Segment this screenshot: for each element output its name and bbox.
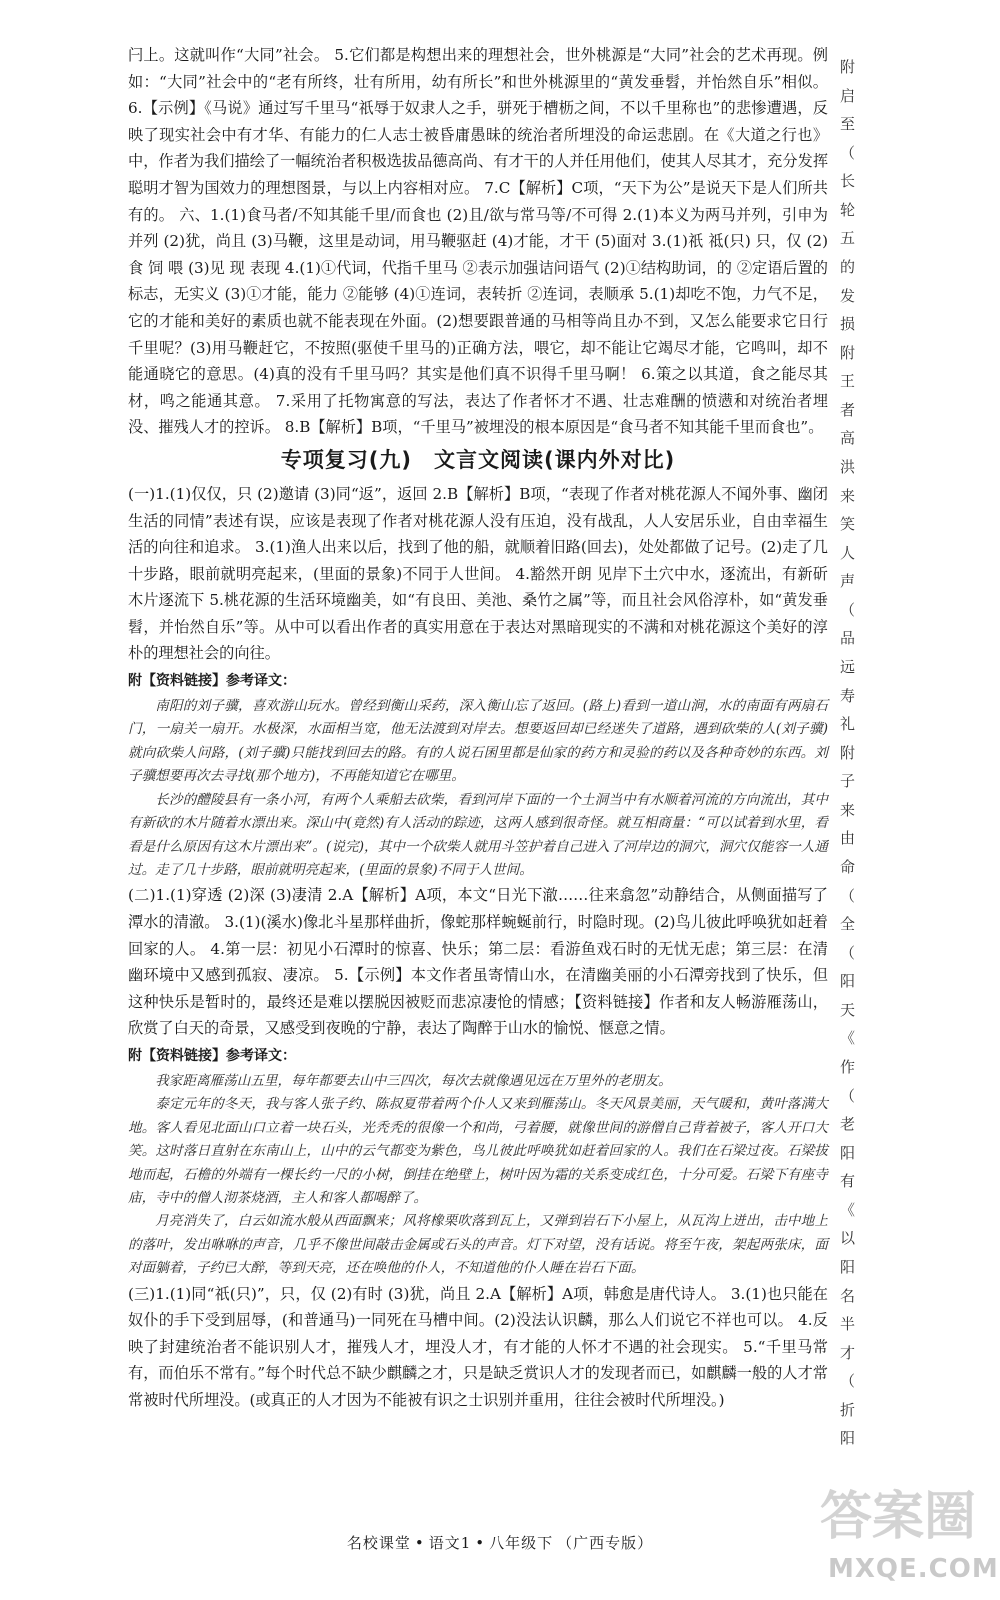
margin-mark: 高 [840, 429, 856, 447]
margin-mark: 老 [840, 1115, 856, 1133]
margin-mark: 者 [840, 401, 856, 419]
margin-mark: 半 [840, 1315, 856, 1333]
margin-mark: 轮 [840, 201, 856, 219]
margin-mark: 阳 [840, 1258, 856, 1276]
translation-paragraph: 我家距离雁荡山五里，每年都要去山中三四次，每次去就像遇见远在万里外的老朋友。 [155, 1072, 672, 1089]
margin-mark: 命 [840, 858, 856, 876]
watermark-cn-text: 答案圈 [820, 1487, 977, 1547]
margin-mark: 《 [840, 1201, 856, 1219]
margin-mark: 品 [840, 629, 856, 647]
footer-brand: 名校课堂 [346, 1534, 411, 1552]
answer-block-top: 闩上。这就叫作“大同”社会。 5.它们都是构想出来的理想社会，世外桃源是“大同”社会的艺术再现。例如：“大同”社会中的“老有所终，壮有所用，幼有所长”和世外桃源里的“黄发垂髫，并怡然自乐”相似。 6.【示例】《马说》通过写千里马“祇辱于奴隶人之手，骈死于槽枥之间，不以千里称也”的悲惨遭遇，反映了现实社会中有才华、有能力的仁人志士被昏庸愚昧的统治者所埋没的命运悲剧。在《大道之行也》中，作者为我们描绘了一幅统治者积极选拔品德高尚、有才干的人并任用他们，使其人尽其才，充分发挥聪明才智为国效力的理想图景，与以上内容相对应。 7.C【解析】C项，“天下为公”是说天下是人们所共有的。 六、1.(1)食马者/不知其能千里/而食也 (2)且/欲与常马等/不可得 2.(1)本义为两马并列，引申为并列 (2)犹，尚且 (3)马鞭，这里是动词，用马鞭驱赶 (4)才能，才干 (5)面对 3.(1)祇 祗(只) 只，仅 (2)食 饲 喂 (3)见 现 表现 4.(1)①代词，代指千里马 ②表示加强诘问语气 (2)①结构助词，的 ②定语后置的标志，无实义 (3)①才能，能力 ②能够 (4)①连词，表转折 ②连词，表顺承 5.(1)却吃不饱，力气不足，它的才能和美好的素质也就不能表现在外面。(2)想要跟普通的马相等尚且办不到，又怎么能要求它日行千里呢？(3)用马鞭赶它，不按照(驱使千里马的)正确方法，喂它，却不能让它竭尽才能，它鸣叫，却不能通晓它的意思。(4)真的没有千里马吗？其实是他们真不识得千里马啊！ 6.策之以其道，食之能尽其材，鸣之能通其意。 7.采用了托物寓意的写法，表达了作者怀才不遇、壮志难酬的愤懑和对统治者埋没、摧残人才的控诉。 8.B【解析】B项，“千里马”被埋没的根本原因是“食马者不知其能千里而食也”。 [128, 46, 828, 437]
margin-mark: 启 [840, 87, 856, 105]
margin-mark: 的 [840, 258, 856, 276]
answer-page [128, 42, 828, 1414]
footer-subject: 语文1 [428, 1534, 472, 1552]
translation-paragraph: 泰定元年的冬天，我与客人张子约、陈叔夏带着两个仆人又来到雁荡山。冬天风景美丽，天气暖和，黄叶落满大地。客人看见北面山口立着一块石头，光秃秃的很像一个和尚，弓着腰，就像世间的游僧自己背着被子，客人开口大笑。这时落日直射在东南山上，山中的云气都变为紫色，鸟儿彼此呼唤犹如赶着回家的人。我们在石梁过夜。石梁拔地而起，石檐的外端有一棵长约一尺的小树，倒挂在绝壁上，树叶因为霜的关系变成红色，十分可爱。石梁下有座寺庙，寺中的僧人沏茶烧酒，主人和客人都喝醉了。 [128, 1096, 828, 1206]
margin-mark: 折 [840, 1401, 856, 1419]
margin-mark: 阳 [840, 972, 856, 990]
margin-mark: （ [840, 887, 856, 905]
margin-mark: 阳 [840, 1144, 856, 1162]
margin-mark: 附 [840, 744, 856, 762]
resource-link-heading: 附【资料链接】参考译文： [128, 1047, 296, 1064]
section-title: 专项复习(九) 文言文阅读(课内外对比) [280, 447, 676, 472]
watermark-logo [800, 1468, 999, 1593]
margin-mark: 天 [840, 1001, 856, 1019]
translation-paragraph: 月亮消失了，白云如流水般从西面飘来；风将橡栗吹落到瓦上，又弹到岩石下小屋上，从瓦沟上迸出，击中地上的落叶，发出咻咻的声音，几乎不像世间敲击金属或石头的声音。灯下对望，没有话说。将至午夜，架起两张床，面对面躺着，子约已大醉，等到天亮，还在唤他的仆人，不知道他的仆人睡在岩石下面。 [128, 1213, 828, 1277]
margin-mark: 礼 [840, 715, 856, 733]
margin-mark: 至 [840, 115, 856, 133]
answer-block-part2: (二)1.(1)穿透 (2)深 (3)凄清 2.A【解析】A项，本文“日光下澈……往来翕忽”动静结合，从侧面描写了潭水的清澈。 3.(1)(溪水)像北斗星那样曲折，像蛇那样蜿蜒前行，时隐时现。(2)鸟儿彼此呼唤犹如赶着回家的人。 4.第一层：初见小石潭时的惊喜、快乐；第二层：看游鱼戏石时的无忧无虑；第三层：在清幽环境中又感到孤寂、凄凉。 5.【示例】本文作者虽寄情山水，在清幽美丽的小石潭旁找到了快乐，但这种快乐是暂时的，最终还是难以摆脱因被贬而悲凉凄怆的情感；【资料链接】作者和友人畅游雁荡山，欣赏了白天的奇景，又感受到夜晚的宁静，表达了陶醉于山水的愉悦、惬意之情。 [128, 886, 828, 1038]
margin-mark: 来 [840, 801, 856, 819]
footer-separator: • [414, 1534, 425, 1552]
margin-mark: 来 [840, 487, 856, 505]
margin-mark: 有 [840, 1172, 856, 1190]
watermark-site-text: MXQE.COM [828, 1554, 999, 1584]
margin-mark: 五 [840, 229, 856, 247]
margin-mark: 全 [840, 915, 856, 933]
margin-mark: 才 [840, 1344, 856, 1362]
margin-mark: 《 [840, 1029, 856, 1047]
margin-mark: 子 [840, 772, 856, 790]
margin-mark: （ [840, 944, 856, 962]
margin-mark: 附 [840, 344, 856, 362]
translation-paragraph: 长沙的醴陵县有一条小河，有两个人乘船去砍柴，看到河岸下面的一个土洞当中有水顺着河流的方向流出，其中有新砍的木片随着水漂出来。深山中(竟然)有人活动的踪迹，这两人感到很奇怪。就互相商量：“可以试着到水里，看看是什么原因有这木片漂出来”。(说完)，其中一个砍柴人就用斗笠护着自己进入了河岸边的洞穴，洞穴仅能容一人通过。走了几十步路，眼前就明亮起来，(里面的景象)不同于人世间。 [128, 791, 828, 878]
footer-edition: （广西专版） [557, 1534, 654, 1552]
margin-mark: 王 [840, 372, 856, 390]
margin-mark: 人 [840, 544, 856, 562]
margin-mark: （ [840, 601, 856, 619]
margin-mark: 损 [840, 315, 856, 333]
margin-mark: 声 [840, 572, 856, 590]
margin-mark: 发 [840, 287, 856, 305]
margin-mark: 名 [840, 1287, 856, 1305]
margin-mark: （ [840, 1087, 856, 1105]
margin-mark: （ [840, 1372, 856, 1390]
resource-link-heading: 附【资料链接】参考译文： [128, 673, 296, 690]
footer-grade: 八年级下 [489, 1534, 554, 1552]
margin-mark: （ [840, 144, 856, 162]
margin-mark: 作 [840, 1058, 856, 1076]
margin-mark: 笑 [840, 515, 856, 533]
translation-paragraph: 南阳的刘子骥，喜欢游山玩水。曾经到衡山采药，深入衡山忘了返回。(路上)看到一道山涧，水的南面有两扇石门，一扇关一扇开。水极深，水面相当宽，他无法渡到对岸去。想要返回却已经迷失了道路，遇到砍柴的人(刘子骥)就向砍柴人问路，(刘子骥)只能找到回去的路。有的人说石囷里都是仙家的药方和灵验的药以及各种奇妙的东西。刘子骥想要再次去寻找(那个地方)，不再能知道它在哪里。 [128, 698, 828, 785]
margin-mark: 寿 [840, 687, 856, 705]
margin-mark: 由 [840, 829, 856, 847]
margin-mark: 附 [840, 58, 856, 76]
margin-mark: 远 [840, 658, 856, 676]
margin-mark: 长 [840, 172, 856, 190]
margin-mark: 洪 [840, 458, 856, 476]
margin-mark: 阳 [840, 1429, 856, 1447]
margin-mark: 以 [840, 1229, 856, 1247]
answer-block-part3: (三)1.(1)同“祇(只)”，只，仅 (2)有时 (3)犹，尚且 2.A【解析】A项，韩愈是唐代诗人。 3.(1)也只能在奴仆的手下受到屈辱，(和普通马)一同死在马槽中间。(2)没法认识麟，那么人们说它不祥也可以。 4.反映了封建统治者不能识别人才，摧残人才，埋没人才，有才能的人怀才不遇的社会现实。 5.“千里马常有，而伯乐不常有。”每个时代总不缺少麒麟之才，只是缺乏赏识人才的发现者而已，如麒麟一般的人才常常被时代所埋没。(或真正的人才因为不能被有识之士识别并重用，往往会被时代所埋没。) [128, 1284, 828, 1409]
answer-block-part1: (一)1.(1)仅仅，只 (2)邀请 (3)同“返”，返回 2.B【解析】B项，“表现了作者对桃花源人不闻外事、幽闭生活的同情”表述有误，应该是表现了作者对桃花源人没有压迫，没有战乱，人人安居乐业，自由幸福生活的向往和追求。 3.(1)渔人出来以后，找到了他的船，就顺着旧路(回去)，处处都做了记号。(2)走了几十步路，眼前就明亮起来，(里面的景象)不同于人世间。 4.豁然开朗 见岸下土穴中水，逐流出，有新斫木片逐流下 5.桃花源的生活环境幽美，如“有良田、美池、桑竹之属”等，而且社会风俗淳朴，如“黄发垂髫，并怡然自乐”等。从中可以看出作者的真实用意在于表达对黑暗现实的不满和对桃花源这个美好的淳朴的理想社会的向往。 [128, 484, 828, 663]
footer-separator: • [475, 1534, 486, 1552]
